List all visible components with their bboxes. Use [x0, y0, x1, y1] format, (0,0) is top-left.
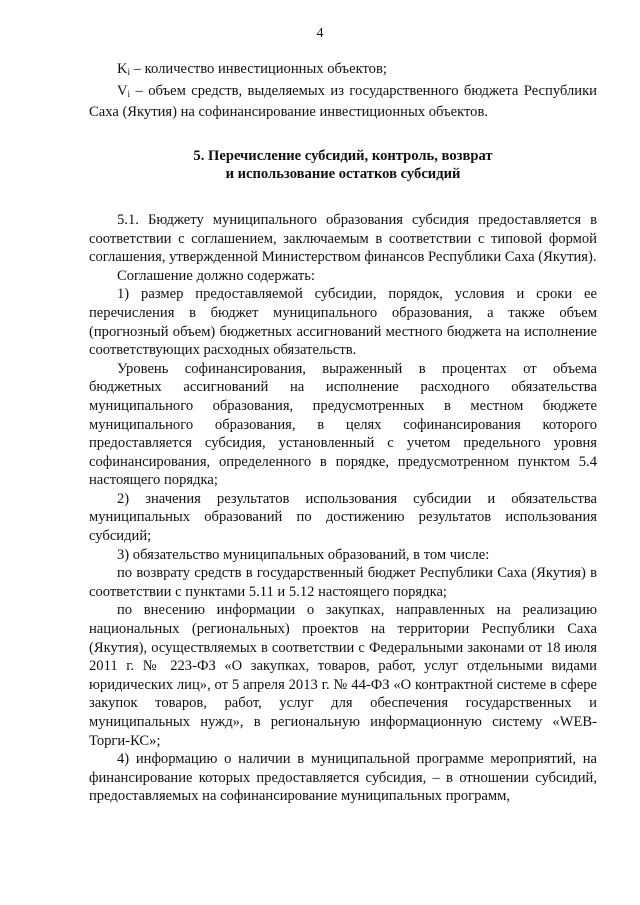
paragraph-item-4: 4) информацию о наличии в муниципальной программе мероприятий, на финансирование которых предоставляется субсидия, – в отношении субсидий, предоставляемых на софинансирование муниципальных программ,: [89, 751, 597, 805]
definition-k: $K_i$ – количество инвестиционных объектов;: [117, 61, 387, 77]
definition-v: $V_i$ – объем средств, выделяемых из государственного бюджета Республики Саха (Якутия) на софинансирование инвестиционных объектов.: [89, 82, 597, 121]
page-number: 4: [316, 26, 324, 41]
paragraph-item-1: 1) размер предоставляемой субсидии, порядок, условия и сроки ее перечисления в бюджет муниципального образования, а также объем (прогнозный объем) бюджетных ассигнований местного бюджета на исполнение соответствующих расходных обязательств.: [89, 286, 597, 359]
page-content: [89, 60, 597, 806]
paragraph-item-3: 3) обязательство муниципальных образований, в том числе:: [117, 546, 490, 563]
paragraph-procurement-info: по внесению информации о закупках, направленных на реализацию национальных (региональных) проектов на территории Республики Саха (Якутия), осуществляемых в соответствии с Федеральными законами от 18 июля 2011 г. № 223-ФЗ «О закупках, товаров, работ, услуг отдельными видами юридических лиц», от 5 апреля 2013 г. № 44-ФЗ «О контрактной системе в сфере закупок товаров, работ, услуг для обеспечения государственных и муниципальных нужд», в региональную информационную систему «WEB-Торги-КС»;: [89, 602, 597, 749]
section-heading-line-1: 5. Перечисление субсидий, контроль, возврат: [193, 147, 493, 164]
paragraph-agreement-contents: Соглашение должно содержать:: [117, 267, 315, 284]
section-heading: [89, 147, 597, 184]
section-heading-line-2: и использование остатков субсидий: [225, 166, 461, 183]
paragraph-item-2: 2) значения результатов использования субсидии и обязательства муниципальных образований по достижению результатов использования субсидий;: [89, 490, 597, 545]
paragraph-return-funds: по возврату средств в государственный бюджет Республики Саха (Якутия) в соответствии с пунктами 5.11 и 5.12 настоящего порядка;: [89, 565, 597, 600]
paragraph-5-1: 5.1. Бюджету муниципального образования субсидия предоставляется в соответствии с соглашением, заключаемым в соответствии с типовой формой соглашения, утвержденной Министерством финансов Республики Саха (Якутия).: [89, 211, 597, 266]
paragraph-cofinancing-level: Уровень софинансирования, выраженный в процентах от объема бюджетных ассигнований на исполнение расходного обязательства муниципального образования, предусмотренных в местном бюджете муниципального образования, в целях софинансирования которого предоставляется субсидия, установленный с учетом предельного уровня софинансирования, определенного в порядке, предусмотренном пунктом 5.4 настоящего порядка;: [89, 360, 597, 489]
